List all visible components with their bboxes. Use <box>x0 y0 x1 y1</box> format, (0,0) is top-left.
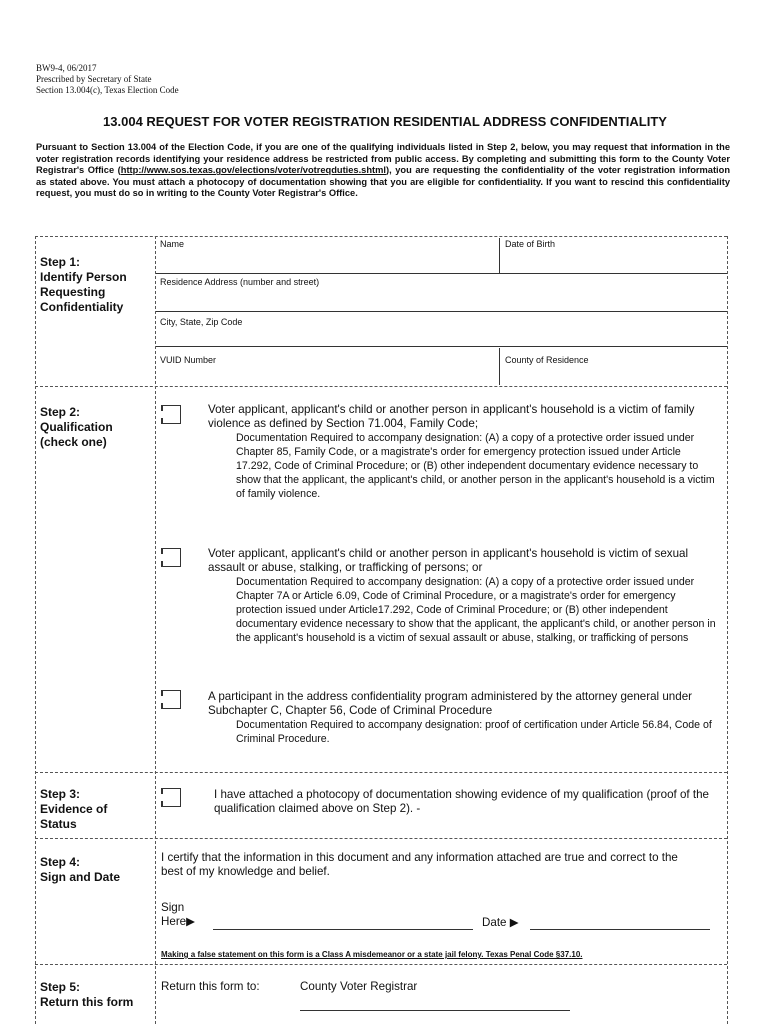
step1-title-1: Identify Person <box>40 270 127 284</box>
date-label: Date ▶ <box>482 916 519 929</box>
step4-label: Step 4: <box>40 855 81 869</box>
sign-label-1: Sign <box>161 901 185 914</box>
address-label: Residence Address (number and street) <box>160 277 320 287</box>
county-label: County of Residence <box>505 355 589 365</box>
evidence-checkbox[interactable] <box>161 788 181 807</box>
step1-title-2: Requesting <box>40 285 106 299</box>
county-divider <box>499 348 500 385</box>
evidence-text: I have attached a photocopy of documentation showing evidence of my qualification (proof of the qualification claimed above on Step 2). - <box>214 788 709 815</box>
option-2-text: Voter applicant, applicant's child or another person in applicant's household is victim of sexual assault or abuse, stalking, or trafficking of persons; or <box>208 547 689 574</box>
step3-label: Step 3: <box>40 787 81 801</box>
table-top-border <box>35 236 727 237</box>
name-label: Name <box>160 239 185 249</box>
step4-title: Sign and Date <box>40 870 121 884</box>
city-field[interactable] <box>156 346 727 347</box>
dob-label: Date of Birth <box>505 239 556 249</box>
code-section: Section 13.004(c), Texas Election Code <box>36 85 179 95</box>
step1-heading <box>40 255 127 315</box>
option-1-text: Voter applicant, applicant's child or another person in applicant's household is a victim of family violence as defined by Section 71.004, Family Code; <box>208 403 695 430</box>
qualification-checkbox-2[interactable] <box>161 548 181 567</box>
column-divider <box>155 236 156 1024</box>
name-field[interactable] <box>156 273 727 274</box>
signature-field[interactable] <box>213 929 473 930</box>
dob-divider <box>499 238 500 274</box>
sos-link[interactable]: http://www.sos.texas.gov/elections/voter/votreqduties.shtml <box>120 165 386 176</box>
step2-label: Step 2: <box>40 405 81 419</box>
row-divider-2 <box>35 772 727 773</box>
qualification-option-1 <box>208 403 718 501</box>
step3-title-1: Evidence of <box>40 802 108 816</box>
step2-title-2: (check one) <box>40 435 107 449</box>
step1-title-3: Confidentiality <box>40 300 124 314</box>
sign-label <box>161 901 195 929</box>
step4-heading <box>40 855 120 885</box>
table-right-border <box>727 236 728 1024</box>
city-label: City, State, Zip Code <box>160 317 243 327</box>
option-3-doc: Documentation Required to accompany designation: proof of certification under Article 56.84, Code of Criminal Procedure. <box>236 719 712 745</box>
prescribed-by: Prescribed by Secretary of State <box>36 74 152 84</box>
step3-heading <box>40 787 107 832</box>
registrar-name: County Voter Registrar <box>300 980 418 993</box>
form-header <box>36 63 179 96</box>
step5-title: Return this form <box>40 995 134 1009</box>
intro-text-2: ), you are requesting the confidentiality of the voter registration information as stated above. You must attach a photocopy of documentation showing that you are eligible for confidentiality. If you want to rescind this confidentiality request, you must do so in writing to the County Voter Registrar's Office. <box>36 165 730 199</box>
qualification-option-3 <box>208 690 718 746</box>
step2-title-1: Qualification <box>40 420 113 434</box>
certify-text: I certify that the information in this document and any information attached are true and correct to the best of my knowledge and belief. <box>161 851 678 878</box>
table-left-border <box>35 236 36 1024</box>
sign-label-2: Here▶ <box>161 915 196 928</box>
registrar-line <box>300 1010 570 1011</box>
step2-heading <box>40 405 113 450</box>
row-divider-4 <box>35 964 727 965</box>
vuid-label: VUID Number <box>160 355 217 365</box>
step5-label: Step 5: <box>40 980 81 994</box>
row-divider-3 <box>35 838 727 839</box>
qualification-option-2 <box>208 547 718 645</box>
row-divider-1 <box>35 386 727 387</box>
intro-text-1: Pursuant to Section 13.004 of the Election Code, if you are one of the qualifying individuals listed in Step 2, below, you may request that information in the voter registration records identifying your residence address be restricted from public access. By completing and submitting this form to the County Voter Registrar's Office ( <box>36 142 730 176</box>
option-3-text: A participant in the address confidentiality program administered by the attorney general under Subchapter C, Chapter 56, Code of Criminal Procedure <box>208 690 692 717</box>
form-id: BW9-4, 06/2017 <box>36 63 97 73</box>
step5-heading <box>40 980 133 1010</box>
qualification-checkbox-1[interactable] <box>161 405 181 424</box>
intro-paragraph <box>36 142 730 200</box>
address-field[interactable] <box>156 311 727 312</box>
step1-label: Step 1: <box>40 255 81 269</box>
penalty-notice: Making a false statement on this form is a Class A misdemeanor or a state jail felony. Texas Penal Code §37.10. <box>161 950 583 959</box>
return-to-label: Return this form to: <box>161 980 260 993</box>
page-title: 13.004 REQUEST FOR VOTER REGISTRATION RESIDENTIAL ADDRESS CONFIDENTIALITY <box>103 114 667 129</box>
date-field[interactable] <box>530 929 710 930</box>
option-1-doc: Documentation Required to accompany designation: (A) a copy of a protective order issued under Chapter 85, Family Code, or a magistrate's order for emergency protection issued under Article 17.292, Code of Criminal Procedure; or (B) other independent documentary evidence necessary to show that the applicant, the applicant's child, or another person in the applicant's household is a victim of family violence. <box>236 432 715 500</box>
step3-title-2: Status <box>40 817 77 831</box>
qualification-checkbox-3[interactable] <box>161 690 181 709</box>
option-2-doc: Documentation Required to accompany designation: (A) a copy of a protective order issued under Chapter 7A or Article 6.09, Code of Criminal Procedure, or a magistrate's order for emergency protection issued under Article17.292, Code of Criminal Procedure; or (B) other independent documentary evidence necessary to show that the applicant, the applicant's child, or another person in the applicant's household is a victim of sexual assault or abuse, stalking, or trafficking of persons <box>236 576 716 644</box>
